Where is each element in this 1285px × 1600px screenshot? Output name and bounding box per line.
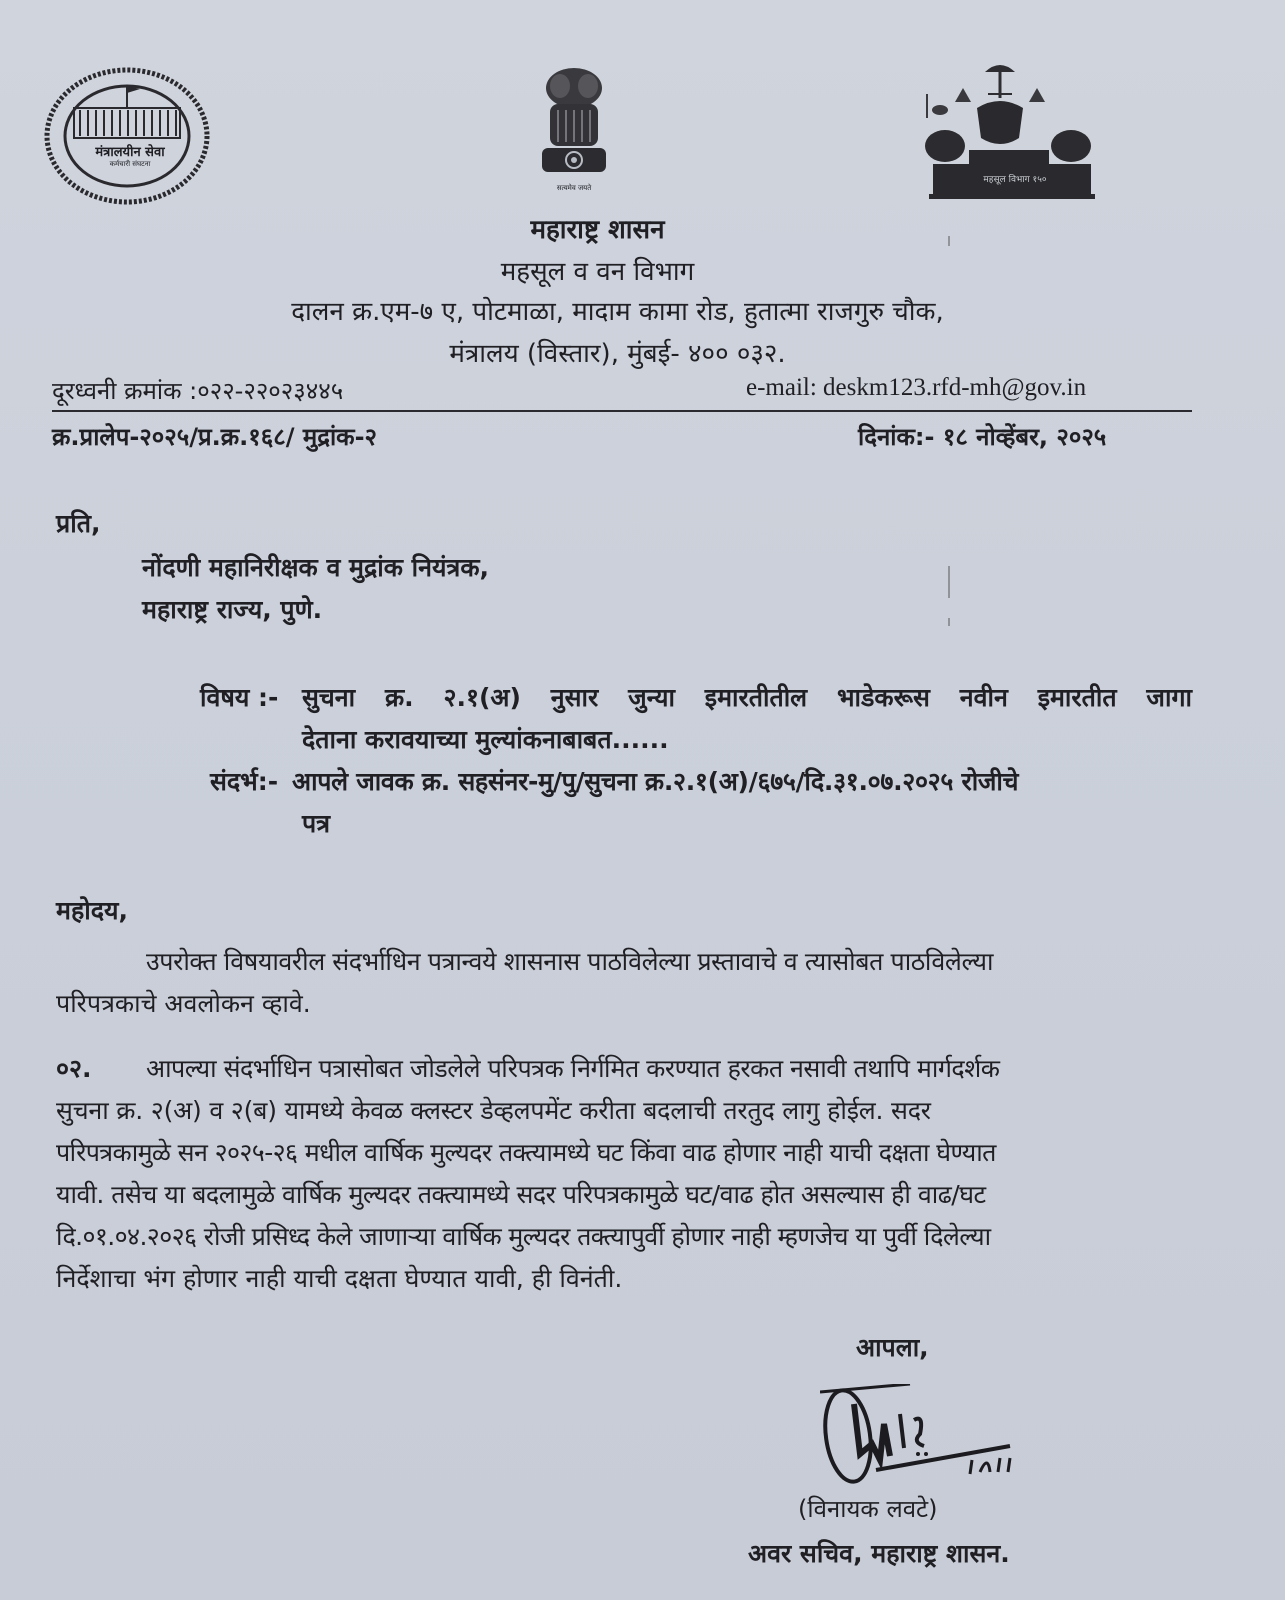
reference-line-2: पत्र [302,809,331,838]
subject-label: विषय :- [200,683,279,712]
scan-mark [948,236,950,246]
org-name: महाराष्ट्र शासन [530,215,665,245]
emblem-motto: सत्यमेव जयते [556,184,592,192]
para2-line-6: निर्देशाचा भंग होणार नाही याची दक्षता घेण्यात यावी, ही विनंती. [56,1264,623,1293]
emblem-banner-text: महसूल विभाग १५० [983,175,1047,185]
addressee-line-2: महाराष्ट्र राज्य, पुणे. [142,595,323,624]
para2-line-1: आपल्या संदर्भाधिन पत्रासोबत जोडलेले परिपत्रक निर्गमित करण्यात हरकत नसावी तथापि मार्गदर्शक [146,1054,1000,1083]
valediction: आपला, [856,1333,929,1362]
greeting: महोदय, [56,896,128,925]
scan-mark [948,618,950,626]
prati-label: प्रति, [56,509,101,538]
email-address: e-mail: deskm123.rfd-mh@gov.in [746,374,1087,401]
header-divider [52,410,1192,412]
seal-subtext: कर्मचारी संघटना [109,160,151,168]
para2-line-2: सुचना क्र. २(अ) व २(ब) यामध्ये केवळ क्लस्टर डेव्हलपमेंट करीता बदलाची तरतुद लागु होईल. सदर [56,1096,931,1125]
addressee-line-1: नोंदणी महानिरीक्षक व मुद्रांक नियंत्रक, [142,553,490,582]
para2-line-5: दि.०१.०४.२०२६ रोजी प्रसिध्द केले जाणाऱ्या वार्षिक मुल्यदर तक्त्यापुर्वी होणार नाही म्हणजेच या पुर्वी दिलेल्या [56,1222,991,1251]
ashoka-emblem-icon [536,66,612,198]
handwritten-signature-icon [820,1384,1030,1494]
reference-number: क्र.प्रालेप-२०२५/प्र.क्र.१६८/ मुद्रांक-२ [52,423,378,451]
subject-line-2: देताना करावयाच्या मुल्यांकनाबाबत...... [302,725,669,754]
address-line-2: मंत्रालय (विस्तार), मुंबई- ४०० ०३२. [449,339,786,369]
department-name: महसूल व वन विभाग [500,257,695,287]
subject-line-1: सुचना क्र. २.१(अ) नुसार जुन्या इमारतीतील भाडेकरूस नवीन इमारतीत जागा [302,683,1192,712]
signatory-name: (विनायक लवटे) [798,1495,938,1523]
reference-label: संदर्भ:- [210,767,279,796]
address-line-1: दालन क्र.एम-७ ए, पोटमाळा, मादाम कामा रोड, हुतात्मा राजगुरु चौक, [291,297,944,327]
reference-line-1: आपले जावक क्र. सहसंनर-मु/पु/सुचना क्र.२.१(अ)/६७५/दि.३१.०७.२०२५ रोजीचे [292,767,1019,796]
para2-line-3: परिपत्रकामुळे सन २०२५-२६ मधील वार्षिक मुल्यदर तक्त्यामध्ये घट किंवा वाढ होणार नाही याची दक्षता घेण्यात [56,1138,996,1167]
signatory-designation: अवर सचिव, महाराष्ट्र शासन. [748,1539,1010,1568]
mantralayeen-seva-seal-icon [42,66,212,206]
para1-line-2: परिपत्रकाचे अवलोकन व्हावे. [56,989,311,1018]
scan-mark [948,566,950,598]
letter-date: दिनांक:- १८ नोव्हेंबर, २०२५ [858,423,1107,451]
seal-text: मंत्रालयीन सेवा [95,145,165,160]
phone-number: दूरध्वनी क्रमांक :०२२-२२०२३४४५ [52,377,344,405]
para2-number: ०२. [56,1054,92,1083]
para1-line-1: उपरोक्त विषयावरील संदर्भाधिन पत्रान्वये शासनास पाठविलेल्या प्रस्तावाचे व त्यासोबत पाठविलेल्या [146,947,994,976]
para2-line-4: यावी. तसेच या बदलामुळे वार्षिक मुल्यदर तक्त्यामध्ये सदर परिपत्रकामुळे घट/वाढ होत असल्यास ही वाढ/घट [56,1180,986,1209]
maharashtra-revenue-emblem-icon [925,58,1105,203]
